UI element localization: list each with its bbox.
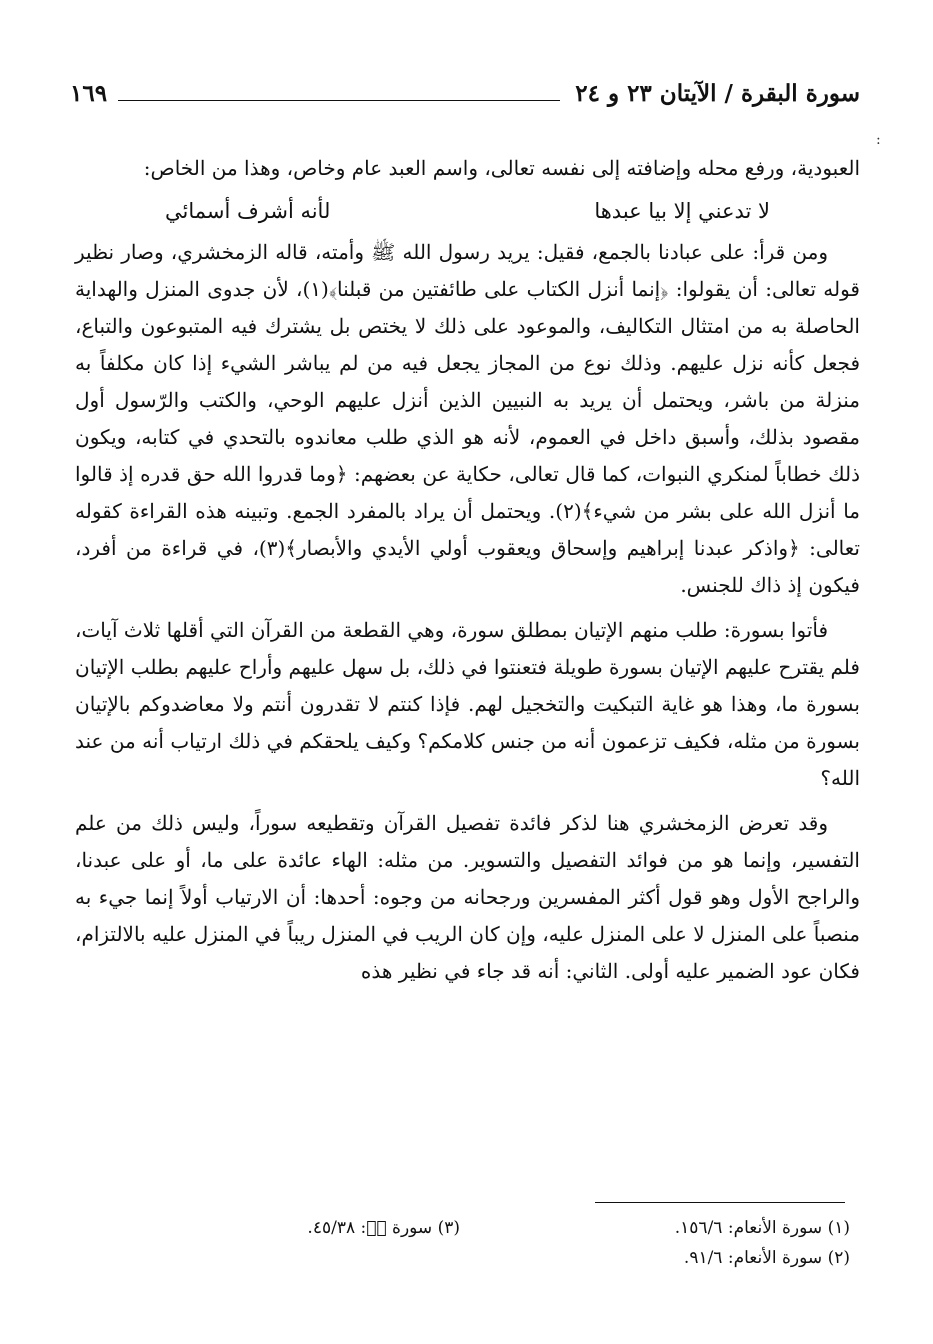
verse-hemistich-1: لا تدعني إلا بيا عبدها xyxy=(594,199,770,223)
verse-hemistich-2: لأنه أشرف أسمائي xyxy=(165,199,331,223)
paragraph-3: فأتوا بسورة: طلب منهم الإتيان بمطلق سورة، وهي القطعة من القرآن التي أقلها ثلاث آيات، فلم يقترح عليهم الإتيان بسورة طويلة فتعنتوا في ذلك، بل سهل عليهم وأراح عليهم بطلب الإتيان بسورة ما، وهذا هو غاية التبكيت والتخجيل لهم. فإذا كنتم لا تقدرون أنتم ولا معاضدوكم بالإتيان بسورة من مثله، فكيف تزعمون أنه من جنس كلامكم؟ وكيف يلحقكم في ذلك ارتياب أنه من عند الله؟ xyxy=(75,618,860,790)
header-rule xyxy=(118,100,560,101)
footnote-2: (٢) سورة الأنعام: ٩١/٦. xyxy=(683,1248,850,1268)
page-header xyxy=(70,80,860,120)
margin-mark: : xyxy=(876,132,881,148)
footnote-3: (٣) سورة صۤ: ٤٥/٣٨. xyxy=(307,1218,460,1238)
paragraph-1: العبودية، ورفع محله وإضافته إلى نفسه تعالى، واسم العبد عام وخاص، وهذا من الخاص: xyxy=(143,156,860,180)
poetry-verse xyxy=(75,193,860,230)
paragraph-4: وقد تعرض الزمخشري هنا لذكر فائدة تفصيل القرآن وتقطيعه سوراً، وليس ذلك من علم التفسير، وإنما هو من فوائد التفصيل والتسوير. من مثله: الهاء عائدة على ما، أو على عبدنا، والراجح الأول وهو قول أكثر المفسرين ورجحانه من وجوه: أحدها: أن الارتياب أولاً إنما جيء به منصباً على المنزل لا على المنزل عليه، وإن كان الريب في المنزل ريباً في المنزل عليه بالالتزام، فكان عود الضمير عليه أولى. الثاني: أنه قد جاء في نظير هذه xyxy=(75,811,860,983)
page-number: ١٦٩ xyxy=(70,80,108,107)
main-text xyxy=(75,150,860,990)
paragraph-2: ومن قرأ: على عبادنا بالجمع، فقيل: يريد رسول الله ﷺ وأمته، قاله الزمخشري، وصار نظير قوله تعالى: أن يقولوا: ﴿إنما أنزل الكتاب على طائفتين من قبلنا﴾(١)، لأن جدوى المنزل والهداية الحاصلة به من امتثال التكاليف، والموعود على ذلك لا يختص بل يشترك فيه المتبوعون والتباع، فجعل كأنه نزل عليهم. وذلك نوع من المجاز يجعل فيه من لم يباشر الشيء إذا كان مكلفاً به منزلة من باشر، ويحتمل أن يريد به النبيين الذين أنزل عليهم الوحي، والكتب والرّسول أول مقصود بذلك، وأسبق داخل في العموم، لأنه هو الذي طلب معاندوه بالتحدي في كتابه، ويكون ذلك خطاباً لمنكري النبوات، كما قال تعالى، حكاية عن بعضهم: ﴿وما قدروا الله حق قدره إذ قالوا ما أنزل الله على بشر من شيء﴾(٢). ويحتمل أن يراد بالمفرد الجمع. وتبينه هذه القراءة كقوله تعالى: ﴿واذكر عبدنا إبراهيم وإسحاق ويعقوب أولي الأيدي والأبصار﴾(٣)، في قراءة من أفرد، فيكون إذ ذاك للجنس. xyxy=(75,240,860,597)
footnote-rule xyxy=(595,1202,845,1203)
footnote-1: (١) سورة الأنعام: ١٥٦/٦. xyxy=(674,1218,850,1238)
footnotes xyxy=(80,1218,850,1288)
running-title: سورة البقرة / الآيتان ٢٣ و ٢٤ xyxy=(575,80,860,107)
